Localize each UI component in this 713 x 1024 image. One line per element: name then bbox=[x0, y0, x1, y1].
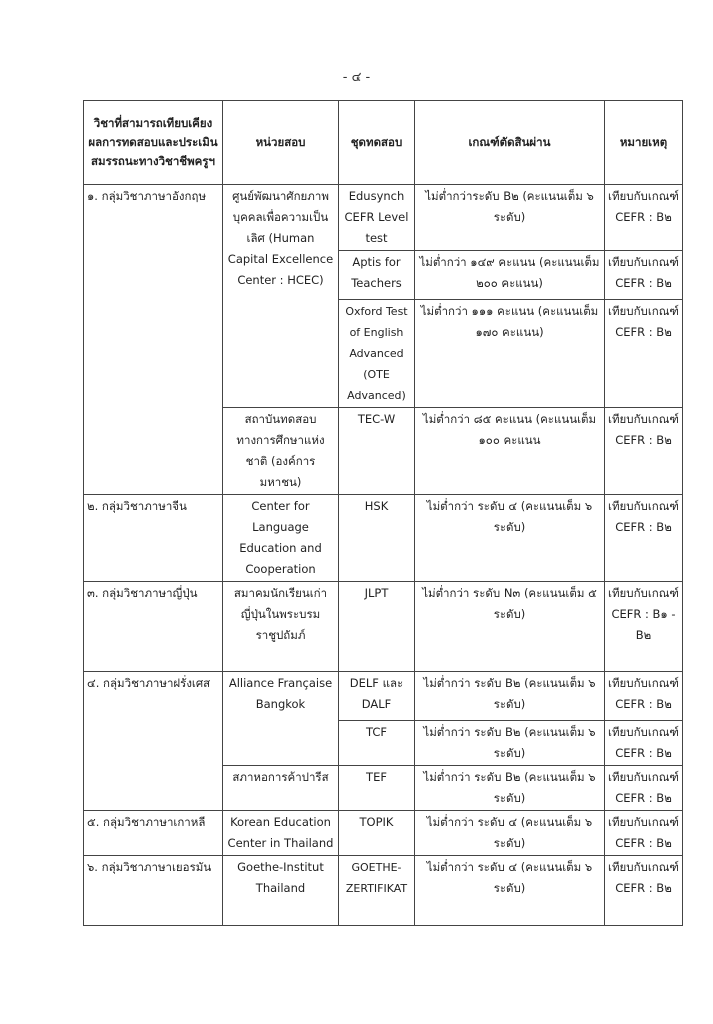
remark-cell: เทียบกับเกณฑ์ CEFR : B๒ bbox=[605, 185, 683, 251]
table-row bbox=[84, 811, 683, 856]
test-cell: TCF bbox=[339, 721, 415, 766]
table-row bbox=[84, 495, 683, 582]
test-cell: TEF bbox=[339, 766, 415, 811]
remark-cell: เทียบกับเกณฑ์ CEFR : B๒ bbox=[605, 766, 683, 811]
criteria-cell: ไม่ต่ำกว่า ๑๑๑ คะแนน (คะแนนเต็ม ๑๗๐ คะแนน) bbox=[415, 300, 605, 408]
criteria-table bbox=[83, 100, 683, 926]
test-cell: Edusynch CEFR Level test bbox=[339, 185, 415, 251]
agency-cell: Korean Education Center in Thailand bbox=[223, 811, 339, 856]
agency-cell: สภาหอการค้าปารีส bbox=[223, 766, 339, 811]
table-row bbox=[84, 185, 683, 251]
test-cell: TEC-W bbox=[339, 408, 415, 495]
test-cell: Aptis for Teachers bbox=[339, 251, 415, 300]
agency-cell: ศูนย์พัฒนาศักยภาพบุคคลเพื่อความเป็นเลิศ (Human Capital Excellence Center : HCEC) bbox=[223, 185, 339, 408]
criteria-cell: ไม่ต่ำกว่า ระดับ B๒ (คะแนนเต็ม ๖ ระดับ) bbox=[415, 766, 605, 811]
agency-cell: Center for Language Education and Cooperation bbox=[223, 495, 339, 582]
agency-cell: สมาคมนักเรียนเก่าญี่ปุ่นในพระบรมราชูปถัมภ์ bbox=[223, 582, 339, 672]
remark-cell: เทียบกับเกณฑ์ CEFR : B๒ bbox=[605, 300, 683, 408]
test-cell: HSK bbox=[339, 495, 415, 582]
criteria-cell: ไม่ต่ำกว่า ระดับ N๓ (คะแนนเต็ม ๕ ระดับ) bbox=[415, 582, 605, 672]
table-row bbox=[84, 582, 683, 672]
subject-cell: ๒. กลุ่มวิชาภาษาจีน bbox=[84, 495, 223, 582]
remark-cell: เทียบกับเกณฑ์ CEFR : B๒ bbox=[605, 251, 683, 300]
remark-cell: เทียบกับเกณฑ์ CEFR : B๒ bbox=[605, 672, 683, 721]
criteria-cell: ไม่ต่ำกว่า ระดับ ๔ (คะแนนเต็ม ๖ ระดับ) bbox=[415, 495, 605, 582]
criteria-cell: ไม่ต่ำกว่า ๘๕ คะแนน (คะแนนเต็ม ๑๐๐ คะแนน bbox=[415, 408, 605, 495]
criteria-cell: ไม่ต่ำกว่าระดับ B๒ (คะแนนเต็ม ๖ ระดับ) bbox=[415, 185, 605, 251]
table-row bbox=[84, 672, 683, 721]
table-row bbox=[84, 856, 683, 926]
criteria-cell: ไม่ต่ำกว่า ระดับ ๔ (คะแนนเต็ม ๖ ระดับ) bbox=[415, 856, 605, 926]
agency-cell: Alliance Française Bangkok bbox=[223, 672, 339, 766]
header-agency: หน่วยสอบ bbox=[223, 101, 339, 185]
criteria-cell: ไม่ต่ำกว่า ระดับ ๔ (คะแนนเต็ม ๖ ระดับ) bbox=[415, 811, 605, 856]
test-cell: TOPIK bbox=[339, 811, 415, 856]
subject-cell: ๓. กลุ่มวิชาภาษาญี่ปุ่น bbox=[84, 582, 223, 672]
test-cell: JLPT bbox=[339, 582, 415, 672]
header-subject: วิชาที่สามารถเทียบเคียงผลการทดสอบและประเมินสมรรถนะทางวิชาชีพครูฯ bbox=[84, 101, 223, 185]
header-criteria: เกณฑ์ตัดสินผ่าน bbox=[415, 101, 605, 185]
header-remark: หมายเหตุ bbox=[605, 101, 683, 185]
remark-cell: เทียบกับเกณฑ์ CEFR : B๒ bbox=[605, 495, 683, 582]
table-header-row bbox=[84, 101, 683, 185]
page-number: - ๔ - bbox=[342, 70, 371, 85]
test-cell: Oxford Test of English Advanced (OTE Advanced) bbox=[339, 300, 415, 408]
remark-cell: เทียบกับเกณฑ์ CEFR : B๒ bbox=[605, 721, 683, 766]
agency-cell: สถาบันทดสอบทางการศึกษาแห่งชาติ (องค์การมหาชน) bbox=[223, 408, 339, 495]
subject-cell: ๕. กลุ่มวิชาภาษาเกาหลี bbox=[84, 811, 223, 856]
remark-cell: เทียบกับเกณฑ์ CEFR : B๒ bbox=[605, 408, 683, 495]
test-cell: DELF และ DALF bbox=[339, 672, 415, 721]
subject-cell: ๔. กลุ่มวิชาภาษาฝรั่งเศส bbox=[84, 672, 223, 811]
header-test: ชุดทดสอบ bbox=[339, 101, 415, 185]
subject-cell: ๖. กลุ่มวิชาภาษาเยอรมัน bbox=[84, 856, 223, 926]
remark-cell: เทียบกับเกณฑ์ CEFR : B๒ bbox=[605, 811, 683, 856]
criteria-cell: ไม่ต่ำกว่า ระดับ B๒ (คะแนนเต็ม ๖ ระดับ) bbox=[415, 672, 605, 721]
criteria-cell: ไม่ต่ำกว่า ระดับ B๒ (คะแนนเต็ม ๖ ระดับ) bbox=[415, 721, 605, 766]
criteria-cell: ไม่ต่ำกว่า ๑๔๙ คะแนน (คะแนนเต็ม ๒๐๐ คะแนน) bbox=[415, 251, 605, 300]
subject-cell: ๑. กลุ่มวิชาภาษาอังกฤษ bbox=[84, 185, 223, 495]
remark-cell: เทียบกับเกณฑ์ CEFR : B๑ - B๒ bbox=[605, 582, 683, 672]
remark-cell: เทียบกับเกณฑ์ CEFR : B๒ bbox=[605, 856, 683, 926]
test-cell: GOETHE-ZERTIFIKAT bbox=[339, 856, 415, 926]
agency-cell: Goethe-Institut Thailand bbox=[223, 856, 339, 926]
